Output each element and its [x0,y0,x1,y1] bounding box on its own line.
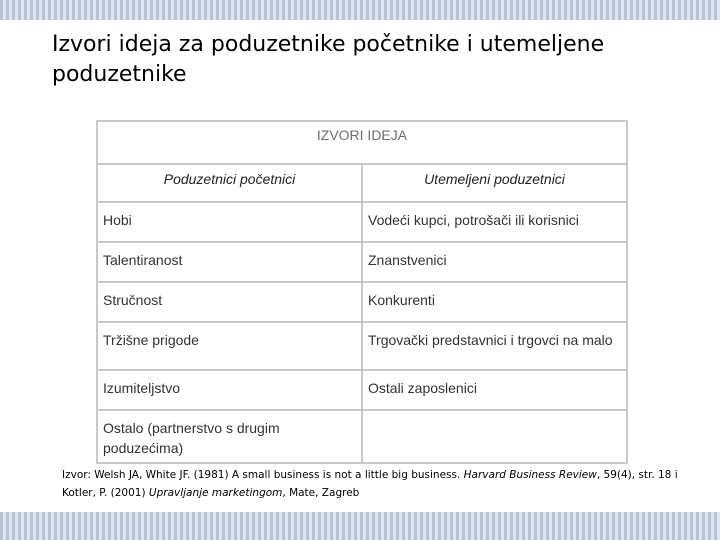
table-header: IZVORI IDEJA [97,121,627,164]
top-decorative-band [0,0,720,20]
citation-text: Izvor: Welsh JA, White JF. (1981) A small business is not a little big business. [62,469,461,481]
table-row [97,282,627,322]
bottom-decorative-band [0,512,720,540]
table-cell: Ostalo (partnerstvo s drugim poduzećima) [97,410,362,463]
table-row [97,202,627,242]
citation-text: , 59(4), str. 18 i Kotler, P. (2001) [62,469,678,499]
table-row [97,322,627,370]
table-cell: Izumiteljstvo [97,370,362,410]
table-row [97,370,627,410]
table-cell: Hobi [97,202,362,242]
column-header-established: Utemeljeni poduzetnici [362,164,627,202]
table-header-row [97,121,627,164]
table-cell: Konkurenti [362,282,627,322]
table-cell: Znanstvenici [362,242,627,282]
column-headers-row [97,164,627,202]
column-header-beginners: Poduzetnici početnici [97,164,362,202]
table-cell: Trgovački predstavnici i trgovci na malo [362,322,627,370]
citation-text: , Mate, Zagreb [282,487,360,499]
source-citation [62,466,712,502]
table-cell [362,410,627,463]
slide-title: Izvori ideja za poduzetnike početnike i utemeljene poduzetnike [52,32,605,87]
table-row [97,410,627,463]
table-cell: Tržišne prigode [97,322,362,370]
citation-journal: Harvard Business Review [463,469,597,481]
table-cell: Vodeći kupci, potrošači ili korisnici [362,202,627,242]
table-cell: Talentiranost [97,242,362,282]
table-cell: Ostali zaposlenici [362,370,627,410]
table-row [97,242,627,282]
table-cell: Stručnost [97,282,362,322]
ideas-table [96,120,628,464]
citation-book: Upravljanje marketingom [148,487,283,499]
